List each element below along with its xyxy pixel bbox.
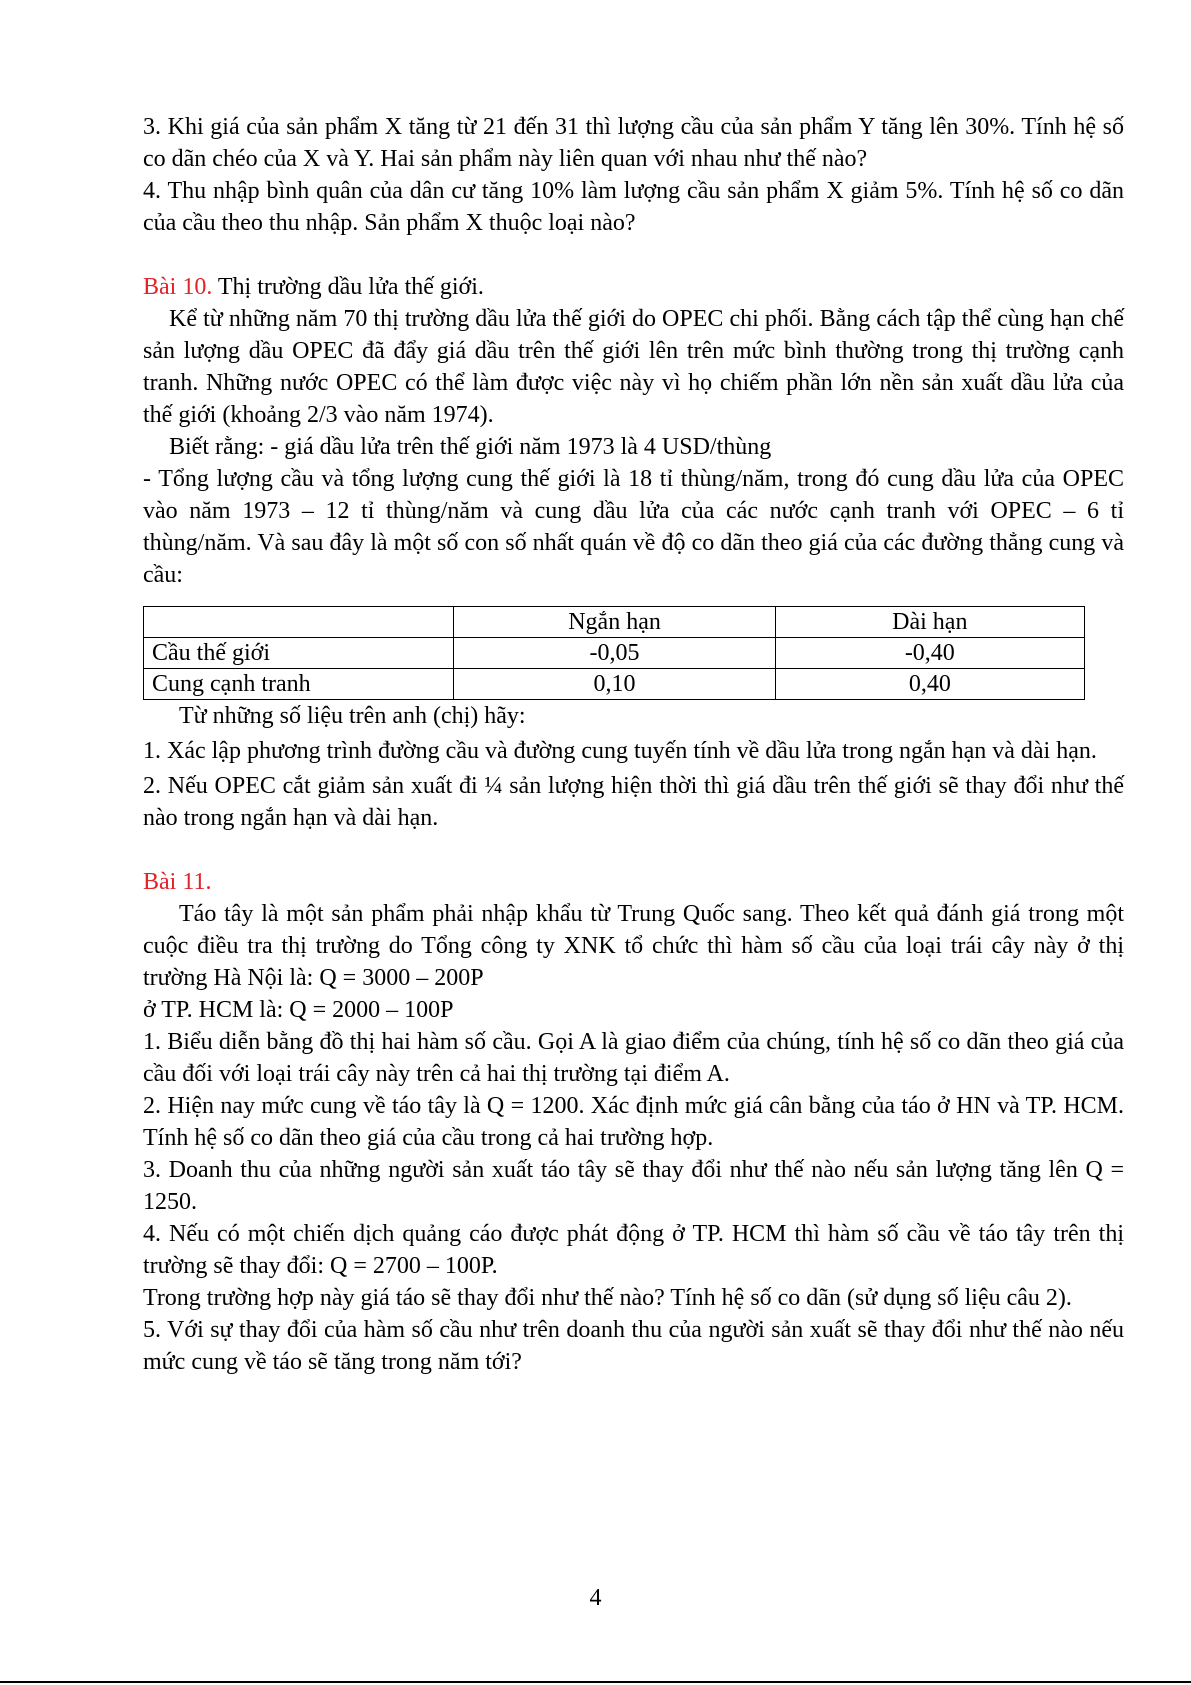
page-number: 4 xyxy=(589,1585,602,1611)
table-row xyxy=(144,669,1085,700)
bai10-question-1: 1. Xác lập phương trình đường cầu và đường cung tuyến tính về dầu lửa trong ngắn hạn và dài hạn. xyxy=(143,738,1097,764)
table-header-cell xyxy=(144,607,454,638)
elasticity-table xyxy=(143,606,1085,700)
bottom-divider xyxy=(0,1681,1191,1683)
table-row xyxy=(144,638,1085,669)
bai11-question-2: 2. Hiện nay mức cung về táo tây là Q = 1200. Xác định mức giá cân bằng của táo ở HN và TP. HCM. Tính hệ số co dãn theo giá của cầu trong cả hai trường hợp. xyxy=(143,1093,1124,1151)
bai10-paragraph-4: Từ những số liệu trên anh (chị) hãy: xyxy=(179,703,526,729)
bai11-label: Bài 11. xyxy=(143,869,212,895)
bai10-question-2: 2. Nếu OPEC cắt giảm sản xuất đi ¼ sản lượng hiện thời thì giá dầu trên thế giới sẽ thay đổi như thế nào trong ngắn hạn và dài hạn. xyxy=(143,773,1124,831)
question-4: 4. Thu nhập bình quân của dân cư tăng 10% làm lượng cầu sản phẩm X giảm 5%. Tính hệ số co dãn của cầu theo thu nhập. Sản phẩm X thuộc loại nào? xyxy=(143,178,1124,236)
table-cell: Cung cạnh tranh xyxy=(144,669,454,700)
table-header-cell: Ngắn hạn xyxy=(454,607,775,638)
bai10-paragraph-2: Biết rằng: - giá dầu lửa trên thế giới năm 1973 là 4 USD/thùng xyxy=(169,434,772,460)
question-3: 3. Khi giá của sản phẩm X tăng từ 21 đến 31 thì lượng cầu của sản phẩm Y tăng lên 30%. Tính hệ số co dãn chéo của X và Y. Hai sản phẩm này liên quan với nhau như thế nào? xyxy=(143,114,1124,172)
table-cell: 0,40 xyxy=(775,669,1084,700)
bai11-question-4b: Trong trường hợp này giá táo sẽ thay đổi như thế nào? Tính hệ số co dãn (sử dụng số liệu câu 2). xyxy=(143,1285,1072,1311)
bai11-question-1: 1. Biểu diễn bằng đồ thị hai hàm số cầu. Gọi A là giao điểm của chúng, tính hệ số co dãn theo giá của cầu đối với loại trái cây này trên cả hai thị trường tại điểm A. xyxy=(143,1029,1124,1087)
bai10-title: Thị trường dầu lửa thế giới. xyxy=(212,274,484,300)
page-content xyxy=(143,111,1124,1378)
table-cell: -0,40 xyxy=(775,638,1084,669)
bai10-heading xyxy=(143,271,1124,303)
table-header-cell: Dài hạn xyxy=(775,607,1084,638)
bai11-paragraph-2: ở TP. HCM là: Q = 2000 – 100P xyxy=(143,997,454,1023)
bai11-question-4: 4. Nếu có một chiến dịch quảng cáo được phát động ở TP. HCM thì hàm số cầu về táo tây trên thị trường sẽ thay đổi: Q = 2700 – 100P. xyxy=(143,1221,1124,1279)
bai11-paragraph-1: Táo tây là một sản phẩm phải nhập khẩu từ Trung Quốc sang. Theo kết quả đánh giá trong một cuộc điều tra thị trường do Tổng công ty XNK tổ chức thì hàm số cầu của loại trái cây này ở thị trường Hà Nội là: Q = 3000 – 200P xyxy=(143,901,1124,991)
table-header-row xyxy=(144,607,1085,638)
bai10-paragraph-3: - Tổng lượng cầu và tổng lượng cung thế giới là 18 tỉ thùng/năm, trong đó cung dầu lửa của OPEC vào năm 1973 – 12 tỉ thùng/năm và cung dầu lửa của các nước cạnh tranh với OPEC – 6 tỉ thùng/năm. Và sau đây là một số con số nhất quán về độ co dãn theo giá của các đường thẳng cung và cầu: xyxy=(143,466,1124,588)
table-cell: -0,05 xyxy=(454,638,775,669)
bai11-question-5: 5. Với sự thay đổi của hàm số cầu như trên doanh thu của người sản xuất sẽ thay đổi như thế nào nếu mức cung về táo sẽ tăng trong năm tới? xyxy=(143,1317,1124,1375)
bai10-paragraph-1: Kể từ những năm 70 thị trường dầu lửa thế giới do OPEC chi phối. Bằng cách tập thể cùng hạn chế sản lượng dầu OPEC đã đẩy giá dầu trên thế giới lên trên mức bình thường trong thị trường cạnh tranh. Những nước OPEC có thể làm được việc này vì họ chiếm phần lớn nền sản xuất dầu lửa của thế giới (khoảng 2/3 vào năm 1974). xyxy=(143,306,1124,428)
bai11-question-3: 3. Doanh thu của những người sản xuất táo tây sẽ thay đổi như thế nào nếu sản lượng tăng lên Q = 1250. xyxy=(143,1157,1124,1215)
bai10-label: Bài 10. xyxy=(143,274,213,300)
table-cell: 0,10 xyxy=(454,669,775,700)
table-cell: Cầu thế giới xyxy=(144,638,454,669)
